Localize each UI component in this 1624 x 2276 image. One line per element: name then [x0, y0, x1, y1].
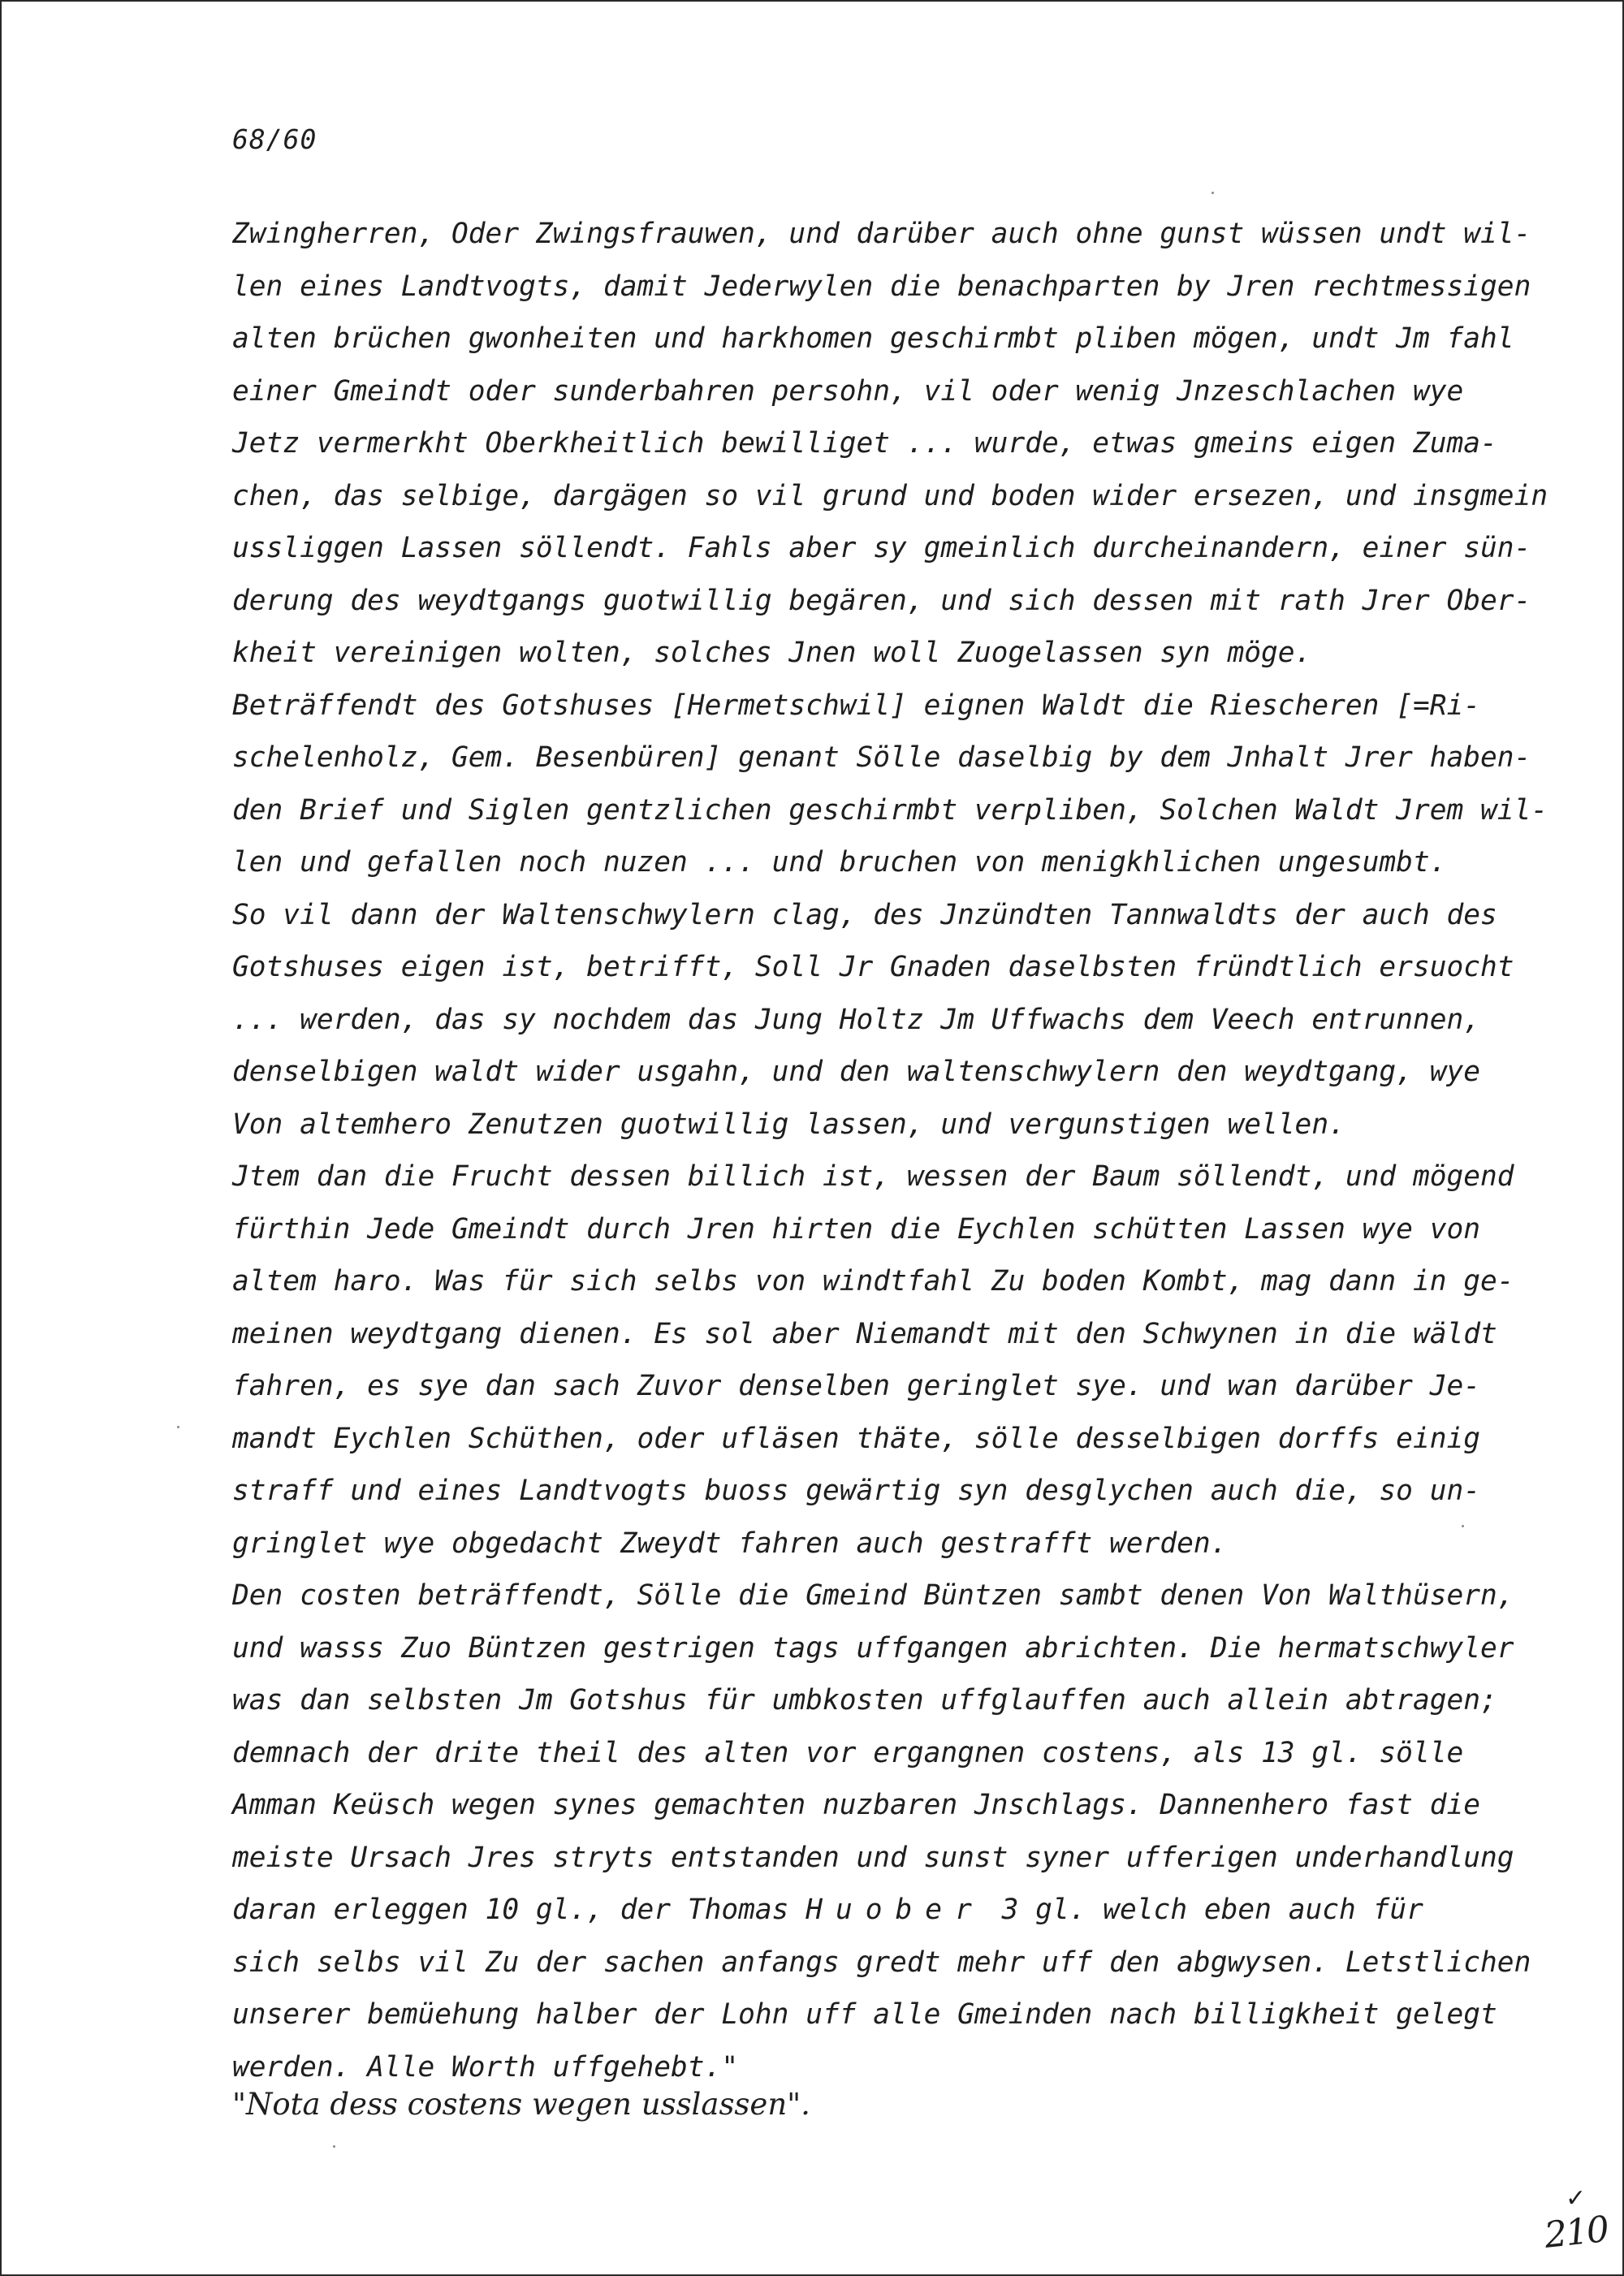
text-line-with-spaced-name — [232, 1884, 1523, 1937]
text-line: derung des weydtgangs guotwillig begären, und sich dessen mit rath Jrer Ober- — [232, 584, 1531, 617]
text-line: Beträffendt des Gotshuses [Hermetschwil] eignen Waldt die Riescheren [=Ri- — [232, 689, 1481, 722]
paper-speck — [1212, 192, 1214, 194]
text-line: mandt Eychlen Schüthen, oder ufläsen thäte, sölle desselbigen dorffs einig — [232, 1422, 1481, 1455]
text-line: Zwingherren, Oder Zwingsfrauwen, und darüber auch ohne gunst wüssen undt wil- — [232, 218, 1531, 250]
paper-speck — [1462, 1525, 1464, 1527]
text-line: Den costen beträffendt, Sölle die Gmeind Büntzen sambt denen Von Walthüsern, — [232, 1579, 1514, 1612]
text-line: kheit vereinigen wolten, solches Jnen woll Zuogelassen syn möge. — [232, 637, 1312, 669]
text-line: Gotshuses eigen ist, betrifft, Soll Jr Gnaden daselbsten fründtlich ersuocht — [232, 951, 1514, 983]
text-line: einer Gmeindt oder sunderbahren persohn, vil oder wenig Jnzeschlachen wye — [232, 374, 1464, 408]
text-line: Amman Keüsch wegen synes gemachten nuzbaren Jnschlags. Dannenhero fast die — [232, 1789, 1481, 1821]
handwritten-note: "Nota dess costens wegen usslassen". — [232, 2087, 810, 2122]
text-line: altem haro. Was für sich selbs von windtfahl Zu boden Kombt, mag dann in ge- — [232, 1265, 1514, 1298]
folio-number: 210 — [1542, 2209, 1610, 2257]
text-line: Jetz vermerkht Oberkheitlich bewilliget ... wurde, etwas gmeins eigen Zuma- — [232, 427, 1497, 460]
text-line: demnach der drite theil des alten vor ergangnen costens, als 13 gl. sölle — [232, 1736, 1464, 1769]
transcription-body — [232, 208, 1548, 2093]
text-line: werden. Alle Worth uffgehebt." — [232, 2050, 739, 2084]
text-line: alten brüchen gwonheiten und harkhomen geschirmbt pliben mögen, undt Jm fahl — [232, 322, 1514, 355]
text-line: gringlet wye obgedacht Zweydt fahren auch gestrafft werden. — [232, 1527, 1228, 1560]
text-line: meiste Ursach Jres stryts entstanden und sunst syner ufferigen underhandlung — [232, 1841, 1514, 1874]
text-line: was dan selbsten Jm Gotshus für umbkosten uffglauffen auch allein abtragen; — [232, 1684, 1497, 1717]
text-line: chen, das selbige, dargägen so vil grund und boden wider ersezen, und insgmein — [232, 479, 1548, 512]
text-line: Jtem dan die Frucht dessen billich ist, wessen der Baum söllendt, und mögend — [232, 1160, 1514, 1193]
text-line: fürthin Jede Gmeindt durch Jren hirten die Eychlen schütten Lassen wye von — [232, 1212, 1481, 1246]
page-number: 68/60 — [232, 123, 317, 155]
spaced-name: Huober — [806, 1894, 985, 1926]
text-line: denselbigen waldt wider usgahn, und den waltenschwylern den weydtgang, wye — [232, 1056, 1481, 1088]
text-line: ussliggen Lassen söllendt. Fahls aber sy gmeinlich durcheinandern, einer sün- — [232, 532, 1531, 564]
text-line: ... werden, das sy nochdem das Jung Holtz Jm Uffwachs dem Veech entrunnen, — [232, 1003, 1481, 1036]
text-line: straff und eines Landtvogts buoss gewärtig syn desglychen auch die, so un- — [232, 1475, 1481, 1507]
text-line: sich selbs vil Zu der sachen anfangs gredt mehr uff den abgwysen. Letstlichen — [232, 1946, 1531, 1979]
line-segment-before: daran erleggen 10 gl., der Thomas — [232, 1894, 806, 1926]
line-segment-after: 3 gl. welch eben auch für — [984, 1894, 1423, 1926]
text-line: schelenholz, Gem. Besenbüren] genant Sölle daselbig by dem Jnhalt Jrer haben- — [232, 741, 1531, 774]
text-line: fahren, es sye dan sach Zuvor denselben geringlet sye. und wan darüber Je- — [232, 1370, 1481, 1402]
text-line: len eines Landtvogts, damit Jederwylen die benachparten by Jren rechtmessigen — [232, 270, 1531, 303]
text-line: Von altemhero Zenutzen guotwillig lassen, und vergunstigen wellen. — [232, 1108, 1345, 1141]
paper-speck — [177, 1426, 179, 1428]
text-line: unserer bemüehung halber der Lohn uff alle Gmeinden nach billigkheit gelegt — [232, 1998, 1497, 2031]
paper-speck — [333, 2145, 335, 2148]
text-line: den Brief und Siglen gentzlichen geschirmbt verpliben, Solchen Waldt Jrem wil- — [232, 793, 1548, 827]
text-line: und wasss Zuo Büntzen gestrigen tags uffgangen abrichten. Die hermatschwyler — [232, 1631, 1514, 1665]
checkmark-icon: ✓ — [1566, 2184, 1587, 2213]
text-line: So vil dann der Waltenschwylern clag, des Jnzündten Tannwaldts der auch des — [232, 898, 1497, 931]
text-line: len und gefallen noch nuzen ... und bruchen von menigkhlichen ungesumbt. — [232, 846, 1447, 879]
text-line: meinen weydtgang dienen. Es sol aber Niemandt mit den Schwynen in die wäldt — [232, 1317, 1497, 1350]
